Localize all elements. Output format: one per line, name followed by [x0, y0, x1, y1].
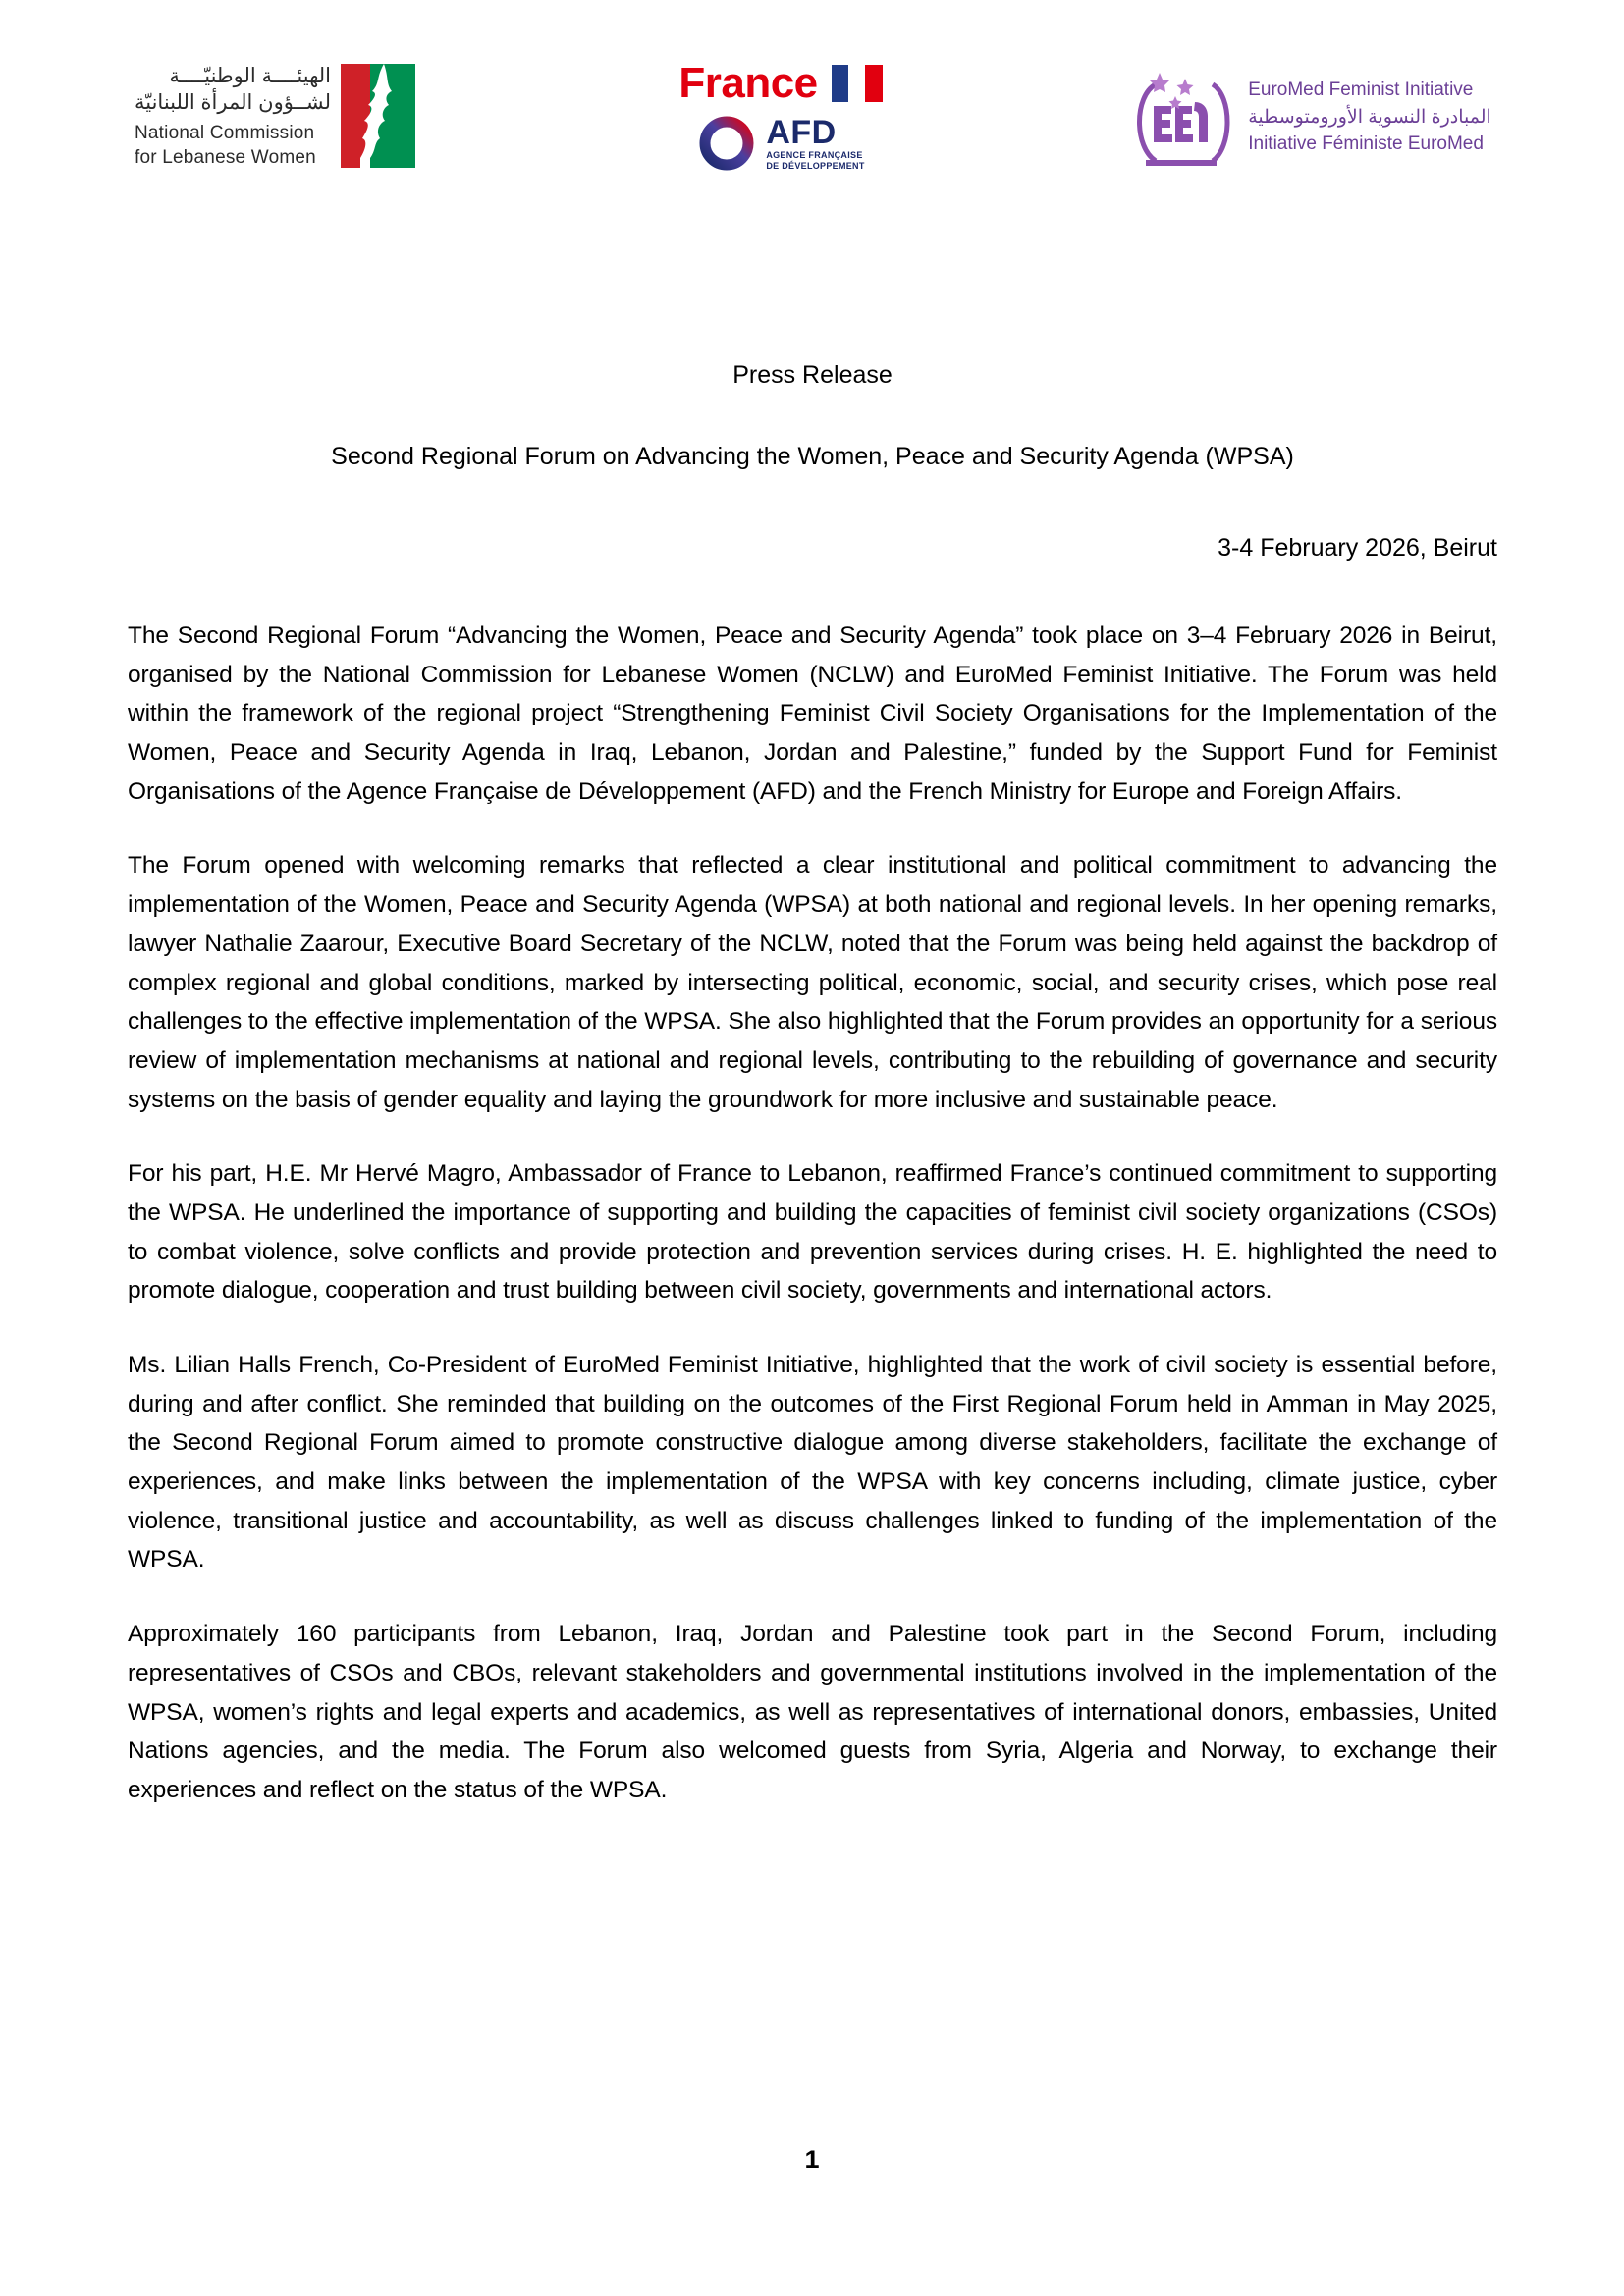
efi-name-french: Initiative Féministe EuroMed [1248, 133, 1484, 155]
body-paragraph: The Second Regional Forum “Advancing the Women, Peace and Security Agenda” took place on 3–4 February 2026 in Beirut, organised by the National Commission for Lebanese Women (NCLW) and EuroMed Feminist Initiative. The Forum was held within the framework of the regional project “Strengthening Feminist Civil Society Organisations for the Implementation of the Women, Peace and Security Agenda in Iraq, Lebanon, Jordan and Palestine,” funded by the Support Fund for Feminist Organisations of the Agence Française de Développement (AFD) and the French Ministry for Europe and Foreign Affairs. [128, 622, 1497, 805]
french-flag-icon [832, 65, 883, 102]
page-number: 1 [804, 2145, 820, 2174]
efi-name-arabic: المبادرة النسوية الأورومتوسطية [1248, 106, 1491, 128]
afd-subtitle-line-2: DE DÉVELOPPEMENT [766, 160, 865, 171]
document-dateline: 3-4 February 2026, Beirut [1218, 534, 1497, 561]
logo-euromed-feminist-initiative [1011, 63, 1610, 173]
efi-monogram-icon [1130, 63, 1232, 173]
nclw-english-line-2: for Lebanese Women [134, 146, 316, 168]
nclw-arabic-line-2: لشــؤون المرأة اللبنانيّة [134, 91, 331, 115]
body-paragraph: Approximately 160 participants from Lebanon, Iraq, Jordan and Palestine took part in the Second Forum, including representatives of CSOs and CBOs, relevant stakeholders and governmental institutions involved in the implementation of the WPSA, women’s rights and legal experts and academics, as well as representatives of international donors, embassies, United Nations agencies, and the media. The Forum also welcomed guests from Syria, Algeria and Norway, to exchange their experiences and reflect on the status of the WPSA. [128, 1621, 1497, 1803]
body-paragraph: For his part, H.E. Mr Hervé Magro, Ambassador of France to Lebanon, reaffirmed France’s continued commitment to supporting the WPSA. He underlined the importance of supporting and building the capacities of feminist civil society organizations (CSOs) to combat violence, solve conflicts and provide protection and prevention services during crises. H. E. highlighted the need to promote dialogue, cooperation and trust building between civil society, governments and international actors. [128, 1160, 1497, 1305]
logo-france-afd [550, 58, 1011, 174]
body-paragraph: Ms. Lilian Halls French, Co-President of EuroMed Feminist Initiative, highlighted that the work of civil society is essential before, during and after conflict. She reminded that building on the outcomes of the First Regional Forum held in Amman in May 2025, the Second Regional Forum aimed to promote constructive dialogue among diverse stakeholders, facilitate the exchange of experiences, and make links between the implementation of the WPSA with key concerns including, climate justice, cyber violence, transitional justice and accountability, as well as discuss challenges linked to funding of the implementation of the WPSA. [128, 1352, 1497, 1574]
logo-band [0, 51, 1624, 184]
afd-ring-icon [696, 113, 757, 174]
lebanon-cedar-flag-icon [341, 64, 415, 168]
nclw-english-line-1: National Commission [134, 123, 315, 144]
nclw-arabic-line-1: الهيئــــة الوطنيّــــة [169, 65, 331, 88]
afd-abbreviation: AFD [766, 113, 837, 151]
logo-nclw [0, 64, 550, 170]
body-paragraph: The Forum opened with welcoming remarks that reflected a clear institutional and political commitment to advancing the implementation of the Women, Peace and Security Agenda (WPSA) at both national and regional levels. In her opening remarks, lawyer Nathalie Zaarour, Executive Board Secretary of the NCLW, noted that the Forum was being held against the backdrop of complex regional and global conditions, marked by intersecting political, economic, social, and security crises, which pose real challenges to the effective implementation of the WPSA. She also highlighted that the Forum provides an opportunity for a serious review of implementation mechanisms at national and regional levels, contributing to the rebuilding of governance and security systems on the basis of gender equality and laying the groundwork for more inclusive and sustainable peace. [128, 852, 1497, 1113]
document-kicker: Press Release [732, 361, 893, 389]
efi-name-english: EuroMed Feminist Initiative [1248, 80, 1474, 101]
afd-subtitle-line-1: AGENCE FRANÇAISE [766, 149, 863, 160]
france-wordmark: France [678, 58, 818, 107]
document-body [128, 358, 1497, 1810]
document-headline: Second Regional Forum on Advancing the Women, Peace and Security Agenda (WPSA) [331, 443, 1294, 470]
